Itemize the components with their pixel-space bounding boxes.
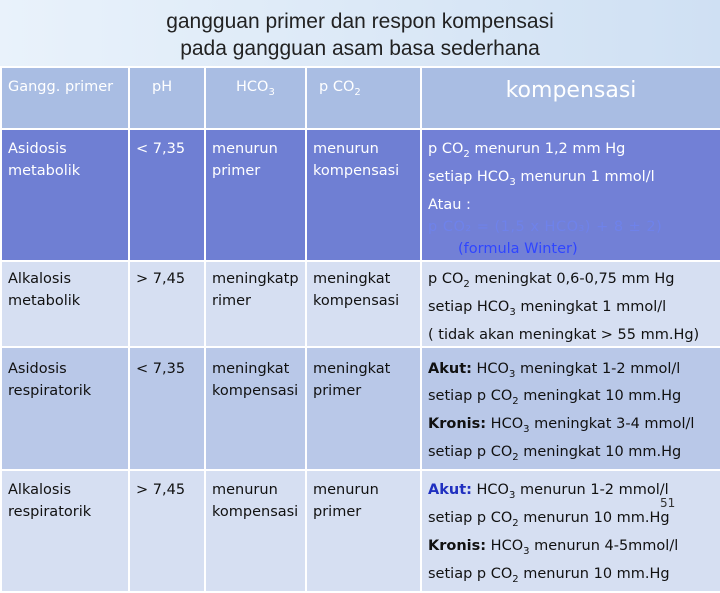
page-number: 51	[660, 496, 676, 510]
cell-pco2: meningkat kompensasi	[306, 261, 421, 347]
cell-ph: > 7,45	[129, 261, 205, 347]
table-header-row	[1, 67, 720, 129]
table-row	[1, 347, 720, 471]
header-hco3: $HCO_3$	[205, 67, 306, 129]
cell-kompensasi: Akut: $HCO_3$ menurun 1-2 mmol/l setiap p $CO_2$ menurun 10 mm.Hg Kronis: $HCO_3$ menurun 4-5mmol/l setiap p $CO_2$ menurun 10 mm.Hg	[421, 470, 720, 592]
winter-formula: p CO₂ = (1,5 x HCO₃) + 8 ± 2)	[428, 218, 663, 235]
cell-kompensasi: Akut: $HCO_3$ meningkat 1-2 mmol/l setiap p $CO_2$ meningkat 10 mm.Hg Kronis: $HCO_3$ meningkat 3-4 mmol/l setiap p $CO_2$ meningkat 10 mm.Hg	[421, 347, 720, 471]
cell-hco3: menurun kompensasi	[205, 470, 306, 592]
slide-title	[0, 8, 720, 62]
cell-hco3: menurun primer	[205, 129, 306, 261]
winter-formula-label: (formula Winter)	[458, 240, 578, 257]
header-pco2: p $CO_2$	[306, 67, 421, 129]
table-row	[1, 129, 720, 261]
header-gangguan: Gangg. primer	[1, 67, 129, 129]
cell-ph: < 7,35	[129, 347, 205, 471]
cell-gangguan: Asidosis metabolik	[1, 129, 129, 261]
cell-gangguan: Alkalosis respiratorik	[1, 470, 129, 592]
table-row	[1, 470, 720, 592]
acid-base-table	[0, 66, 720, 593]
table-row	[1, 261, 720, 347]
cell-hco3: meningkatp rimer	[205, 261, 306, 347]
cell-gangguan: Alkalosis metabolik	[1, 261, 129, 347]
cell-ph: > 7,45	[129, 470, 205, 592]
cell-hco3: meningkat kompensasi	[205, 347, 306, 471]
cell-pco2: meningkat primer	[306, 347, 421, 471]
header-kompensasi: kompensasi	[421, 67, 720, 129]
cell-pco2: menurun primer	[306, 470, 421, 592]
cell-kompensasi: p $CO_2$ menurun 1,2 mm Hg setiap $HCO_3$ menurun 1 mmol/l Atau : p CO₂ = (1,5 x HCO₃) + 8 ± 2) (formula Winter)	[421, 129, 720, 261]
cell-ph: < 7,35	[129, 129, 205, 261]
cell-gangguan: Asidosis respiratorik	[1, 347, 129, 471]
cell-kompensasi: p $CO_2$ meningkat 0,6-0,75 mm Hg setiap $HCO_3$ meningkat 1 mmol/l ( tidak akan meningkat > 55 mm.Hg)	[421, 261, 720, 347]
title-line-1: gangguan primer dan respon kompensasi	[166, 10, 554, 33]
title-line-2: pada gangguan asam basa sederhana	[180, 37, 540, 60]
header-ph: pH	[129, 67, 205, 129]
cell-pco2: menurun kompensasi	[306, 129, 421, 261]
